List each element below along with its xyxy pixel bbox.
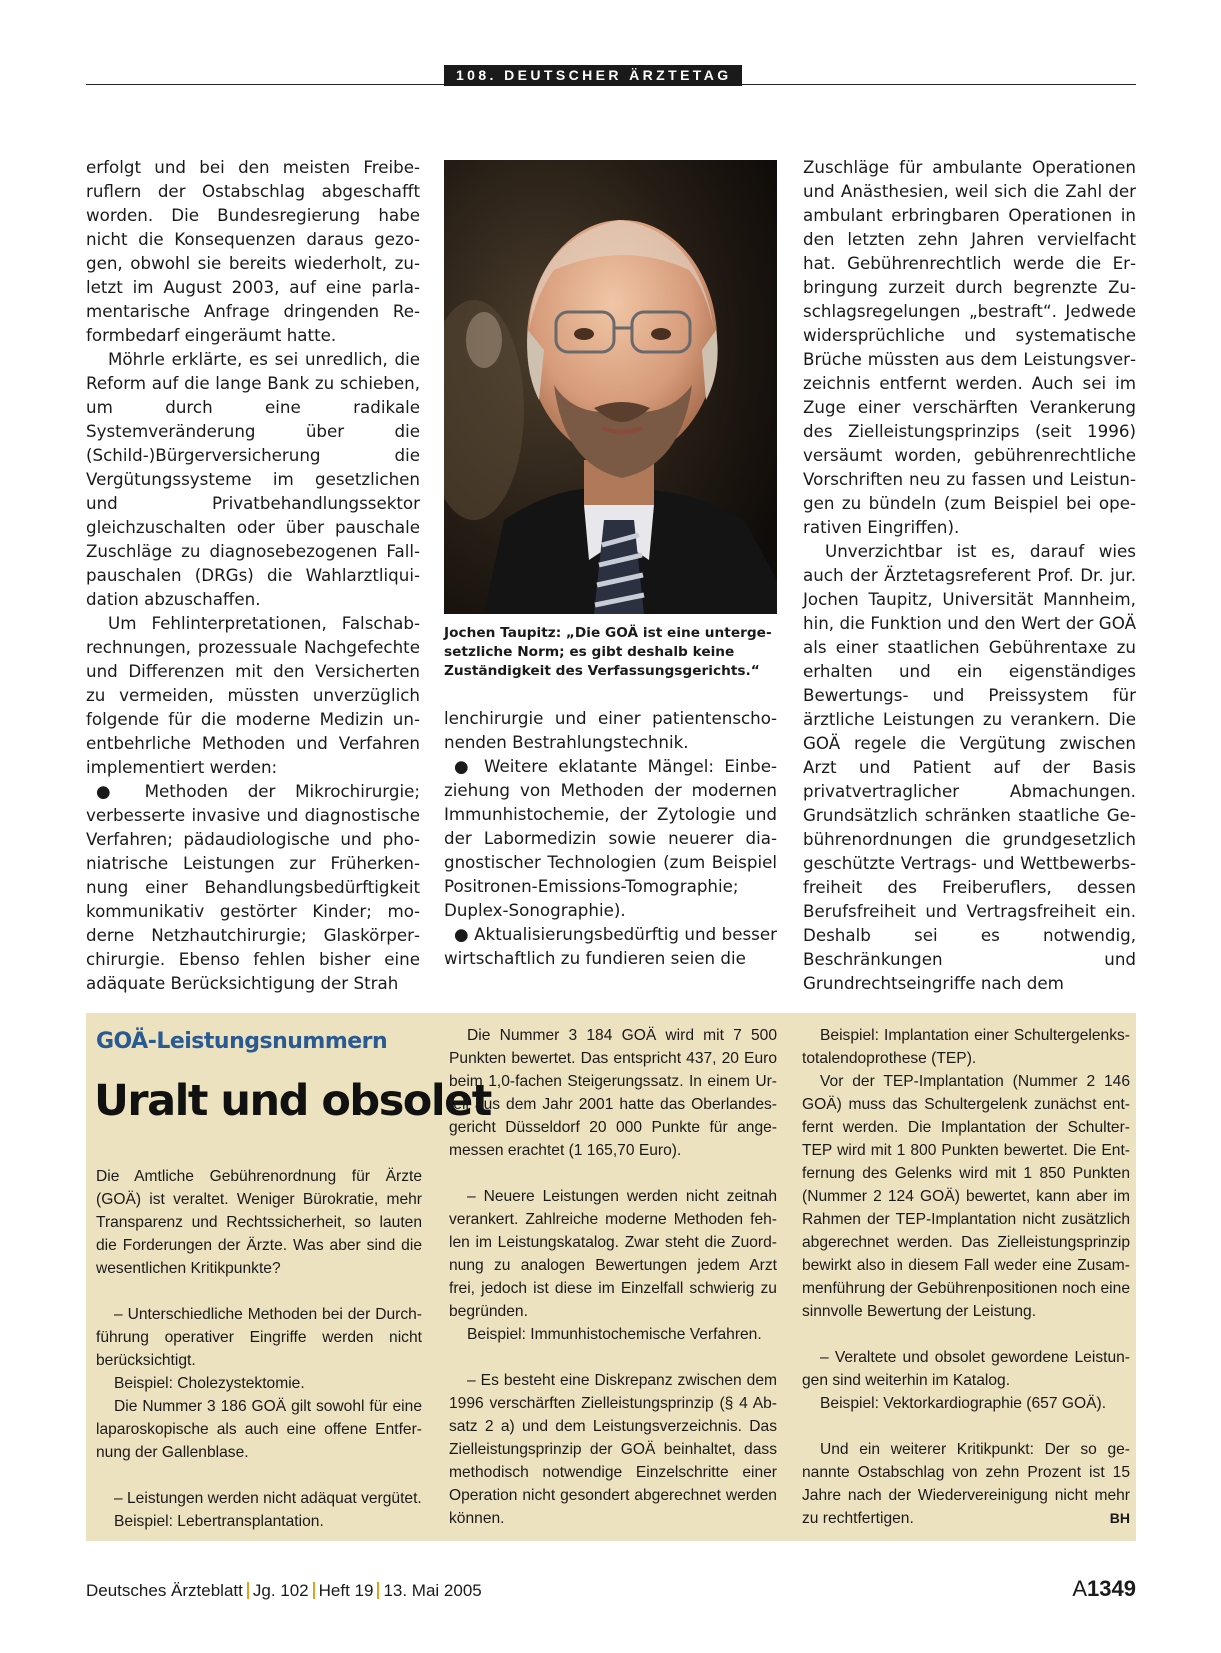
box-paragraph: Beispiel: Lebertransplantation. [114, 1513, 324, 1530]
paragraph: lenchirurgie und einer patientenschonenden Bestrahlungstechnik. [444, 708, 777, 752]
article-column-3 [803, 155, 1136, 995]
box-kicker: GOÄ-Leistungsnummern [96, 1029, 388, 1054]
bullet-paragraph: ● Methoden der Mikrochirurgie; verbesserte invasive und diagnostische Verfahren; pädaudiologische und phoniatrische Leistungen zur Früherkennung einer Behandlungsbedürftigkeit kommunikativ gestörter Kinder; moderne Netzhautchirurgie; Glaskörperchirurgie. Ebenso fehlen bisher eine adäquate Berücksichtigung der Strah [86, 781, 420, 993]
box-column-3 [802, 1024, 1130, 1530]
box-paragraph: Beispiel: Immunhistochemische Verfahren. [467, 1326, 762, 1343]
page-number [1072, 1576, 1136, 1602]
box-paragraph: – Leistungen werden nicht adäquat vergütet. [114, 1490, 422, 1507]
box-column-2 [449, 1024, 777, 1530]
paragraph: Zuschläge für ambulante Operationen und Anästhesien, weil sich die Zahl der ambulant erbringbaren Operationen in den letzten zehn Jahren vervielfacht hat. Gebührenrechtlich werde die Erbringung zurzeit durch begrenzte Zuschlagsregelungen „bestraft“. Jedwede widersprüchliche und systematische Brüche müssten aus dem Leistungsverzeichnis entfernt werden. Auch sei im Zuge einer verschärften Verankerung des Zielleistungsprinzips (seit 1996) versäumt worden, gebührenrechtliche Vorschriften neu zu fassen und Leistungen zu bündeln (zum Beispiel bei operativen Eingriffen). [803, 157, 1136, 537]
box-column-1 [96, 1165, 422, 1533]
journal-name: Deutsches Ärzteblatt [86, 1581, 243, 1600]
issue-date: 13. Mai 2005 [383, 1581, 482, 1600]
paragraph: Um Fehlinterpretationen, Falschabrechnungen, prozessuale Nachgefechte und Differenzen mit den Versicherten zu vermeiden, müssten unverzüglich folgende für die moderne Medizin unentbehrliche Methoden und Verfahren implementiert werden: [86, 613, 420, 777]
footer [86, 1581, 482, 1601]
page-prefix: A [1072, 1576, 1088, 1601]
box-paragraph: Beispiel: Vektorkardiographie (657 GOÄ). [820, 1395, 1107, 1412]
box-paragraph: Die Nummer 3 184 GOÄ wird mit 7 500 Punkten bewertet. Das entspricht 437, 20 Euro beim 1,0-fachen Steigerungssatz. In einem Urteil aus dem Jahr 2001 hatte das Oberlandesgericht Düsseldorf 20 000 Punkte für angemessen erachtet (1 165,70 Euro). [449, 1027, 777, 1159]
footer-separator [313, 1582, 315, 1599]
paragraph: Möhrle erklärte, es sei unredlich, die Reform auf die lange Bank zu schieben, um durch eine radikale Systemveränderung über die (Schild-)Bürgerversicherung die Vergütungssysteme im gesetzlichen und Privatbehandlungssektor gleichzuschalten oder über pauschale Zuschläge zu diagnosebezogenen Fallpauschalen (DRGs) die Wahlarztliquidation abzuschaffen. [86, 349, 420, 609]
box-paragraph: Beispiel: Cholezystektomie. [114, 1375, 305, 1392]
box-paragraph: – Neuere Leistungen werden nicht zeitnah verankert. Zahlreiche moderne Methoden fehlen im Leistungskatalog. Zwar steht die Zuordnung zu analogen Bewertungen jedem Arzt frei, jedoch ist diese im Einzelfall schwierig zu begründen. [449, 1188, 777, 1320]
section-banner: 108. DEUTSCHER ÄRZTETAG [444, 65, 742, 86]
box-paragraph: Die Nummer 3 186 GOÄ gilt sowohl für eine laparoskopische als auch eine offene Entfernung der Gallenblase. [96, 1398, 422, 1461]
bullet-paragraph: ● Weitere eklatante Mängel: Einbeziehung von Methoden der modernen Immunhistochemie, der Zytologie und der Labormedizin sowie neuerer diagnostischer Technologien (zum Beispiel Positronen-Emissions-Tomographie; Duplex-Sonographie). [444, 756, 777, 920]
box-paragraph: Vor der TEP-Implantation (Nummer 2 146 GOÄ) muss das Schultergelenk zunächst entfernt werden. Die Implantation der Schulter-TEP wird mit 1 800 Punkten bewertet. Die Entfernung des Gelenks wird mit 1 850 Punkten (Nummer 2 124 GOÄ) bewertet, kann aber im Rahmen der TEP-Implantation nicht zusätzlich abgerechnet werden. Das Zielleistungsprinzip bewirkt also in diesem Fall weder eine Zusammenführung der Gebührenpositionen noch eine sinnvolle Bewertung der Leistung. [802, 1073, 1130, 1320]
article-column-2 [444, 706, 777, 970]
photo-caption: Jochen Taupitz: „Die GOÄ ist eine untergesetzliche Norm; es gibt deshalb keine Zuständigkeit des Verfassungsgerichts.“ [444, 625, 772, 679]
box-paragraph: Die Amtliche Gebührenordnung für Ärzte (GOÄ) ist veraltet. Weniger Bürokratie, mehr Transparenz und Rechtssicherheit, so lauten die Forderungen der Ärzte. Was aber sind die wesentlichen Kritikpunkte? [96, 1168, 422, 1277]
box-paragraph: Und ein weiterer Kritikpunkt: Der so genannte Ostabschlag von zehn Prozent ist 15 Jahre nach der Wiedervereinigung nicht mehr zu rechtfertigen. [802, 1441, 1130, 1527]
footer-separator [247, 1582, 249, 1599]
paragraph: erfolgt und bei den meisten Freiberuflern der Ostabschlag abgeschafft worden. Die Bundesregierung habe nicht die Konsequenzen daraus gezogen, obwohl sie bereits wiederholt, zuletzt im August 2003, auf eine parlamentarische Anfrage dringenden Reformbedarf eingeräumt hatte. [86, 157, 420, 345]
issue: Heft 19 [318, 1581, 374, 1600]
box-paragraph: – Es besteht eine Diskrepanz zwischen dem 1996 verschärften Zielleistungsprinzip (§ 4 Absatz 2 a) und dem Leistungsverzeichnis. Das Zielleistungsprinzip der GOÄ beinhaltet, dass methodisch notwendige Einzelschritte einer Operation nicht gesondert abgerechnet werden können. [449, 1372, 777, 1527]
bullet-paragraph: ● Aktualisierungsbedürftig und besser wirtschaftlich zu fundieren seien die [444, 924, 777, 968]
author-signature: BH [1109, 1510, 1130, 1526]
portrait-photo [444, 160, 777, 614]
box-title: Uralt und obsolet [94, 1076, 491, 1126]
box-paragraph: – Unterschiedliche Methoden bei der Durchführung operativer Eingriffe werden nicht berücksichtigt. [96, 1306, 422, 1369]
box-paragraph: Beispiel: Implantation einer Schultergelenkstotalendoprothese (TEP). [802, 1027, 1130, 1067]
volume: Jg. 102 [252, 1581, 309, 1600]
page-number-value: 1349 [1087, 1576, 1136, 1601]
box-paragraph: – Veraltete und obsolet gewordene Leistungen sind weiterhin im Katalog. [802, 1349, 1130, 1389]
article-column-1 [86, 155, 420, 995]
footer-separator [377, 1582, 379, 1599]
paragraph: Unverzichtbar ist es, darauf wies auch der Ärztetagsreferent Prof. Dr. jur. Jochen Taupitz, Universität Mannheim, hin, die Funktion und den Wert der GOÄ als einer staatlichen Gebührentaxe zu erhalten und ein eigenständiges Bewertungs- und Preissystem für ärztliche Leistungen zu verankern. Die GOÄ regele die Vergütung zwischen Arzt und Patient auf der Basis privatvertraglicher Abmachungen. Grundsätzlich schränken staatliche Gebührenordnungen die grundgesetzlich geschützte Vertrags- und Wettbewerbsfreiheit des Freiberuflers, dessen Berufsfreiheit und Vertragsfreiheit ein. Deshalb sei es notwendig, Beschränkungen und Grundrechtseingriffe nach dem [803, 541, 1136, 993]
